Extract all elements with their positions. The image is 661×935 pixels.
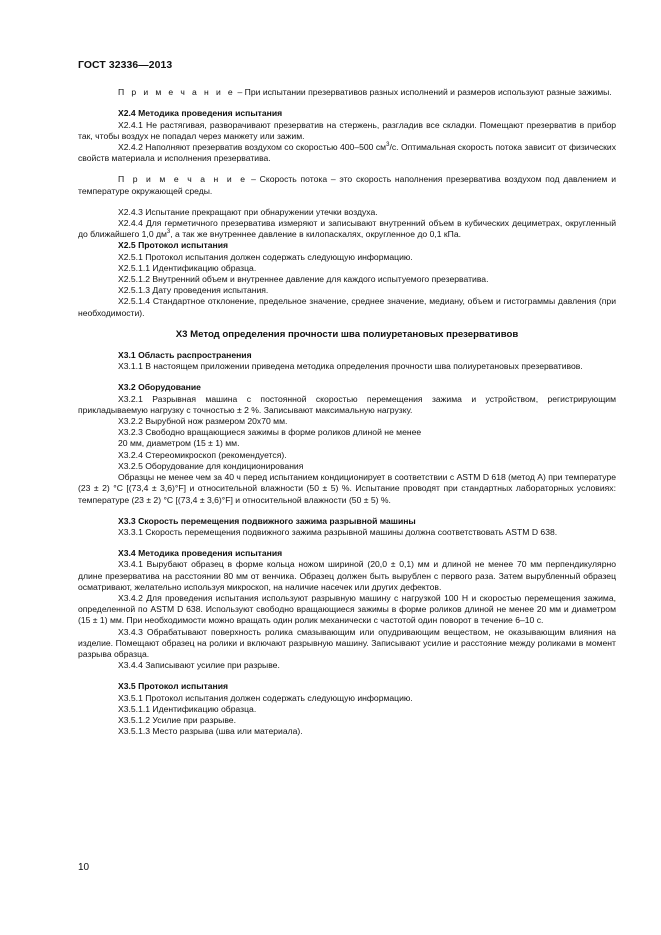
para-x244-sup: 3 <box>166 229 171 236</box>
para-x351: Х3.5.1 Протокол испытания должен содержать следующую информацию. <box>118 692 413 703</box>
para-x251: Х2.5.1 Протокол испытания должен содержать следующую информацию. <box>118 251 413 262</box>
para-x325: Х3.2.5 Оборудование для кондиционирования <box>118 460 304 471</box>
para-x241: Х2.4.1 Не растягивая, разворачивают презерватив на стержень, разгладив все складки. Помещают презерватив в прибор так, чтобы воздух не попадал через манжету или зажим. <box>78 119 616 141</box>
section-x32-title: Х3.2 Оборудование <box>118 382 201 393</box>
section-x33-title: Х3.3 Скорость перемещения подвижного зажима разрывной машины <box>118 515 416 526</box>
para-x341: Х3.4.1 Вырубают образец в форме кольца ножом шириной (20,0 ± 0,1) мм и длиной не менее 70 мм перпендикулярно длине презерватива на расстоянии 80 мм от венчика. Образец должен быть вырублен с первого раза. Затем вырубленный образец осматривают, желательно используя микроскоп, на наличие насечек или других дефектов. <box>78 559 616 592</box>
para-x323-line2: 20 мм, диаметром (15 ± 1) мм. <box>118 438 240 449</box>
section-x31-title: Х3.1 Область распространения <box>118 350 252 361</box>
para-x2512: Х2.5.1.2 Внутренний объем и внутреннее давление для каждого испытуемого презерватива. <box>118 274 489 285</box>
note-2 <box>78 174 616 196</box>
note-1 <box>78 87 616 98</box>
section-x35-title: Х3.5 Протокол испытания <box>118 681 229 692</box>
para-x342: Х3.4.2 Для проведения испытания используют разрывную машину с нагрузкой 100 Н и скоростью перемещения зажима, определенной по ASTM D 638. Используют свободно вращающиеся зажимы в форме роликов длиной не менее 20 мм и диаметром (15 ± 1) мм. При необходимости можно вращать один ролик механически с частотой один поворот в течение 6–10 с. <box>78 592 616 626</box>
section-x24-title: Х2.4 Методика проведения испытания <box>118 108 283 119</box>
para-x311: Х3.1.1 В настоящем приложении приведена методика определения прочности шва полиуретановых презервативов. <box>118 361 583 372</box>
para-x244-part-a: Х2.4.4 Для герметичного презерватива измеряют и записывают внутренний объем в кубических дециметрах, округленный до ближайшего 1,0 дм <box>78 218 616 240</box>
page-number: 10 <box>78 862 90 873</box>
para-x3513: Х3.5.1.3 Место разрыва (шва или материала). <box>118 726 303 737</box>
para-x2511: Х2.5.1.1 Идентификацию образца. <box>118 262 257 273</box>
para-x244-part-b: , а так же внутреннее давление в килопаскалях, округленное до 0,1 кПа. <box>170 229 462 240</box>
note-1-text: – При испытании презервативов разных исполнений и размеров используют разные зажимы. <box>235 87 612 98</box>
document-page <box>78 60 616 737</box>
appendix-x3-title: Х3 Метод определения прочности шва полиуретановых презервативов <box>175 328 519 340</box>
para-x321: Х3.2.1 Разрывная машина с постоянной скоростью перемещения зажима и устройством, регистрирующим прикладываемую нагрузку с точностью ± 2 %. Записывают максимальную нагрузку. <box>78 393 616 415</box>
para-x2514: Х2.5.1.4 Стандартное отклонение, предельное значение, среднее значение, медиану, объем и гистограммы давления (при необходимости). <box>78 296 616 318</box>
para-x344: Х3.4.4 Записывают усилие при разрыве. <box>118 660 280 671</box>
para-x242-sup: 3 <box>386 142 390 149</box>
para-x242 <box>78 142 616 164</box>
para-x32-samples: Образцы не менее чем за 40 ч перед испытанием кондиционирует в соответствии с ASTM D 618 (метод А) при температуре (23 ± 2) °С [(73,4 ± 3,6)°F] и относительной влажности (50 ± 5) %. Испытание проводят при стандартных лабораторных условиях: температуре (23 ± 2) °С [(73,4 ± 3,6)°F] и относительной влажности (50 ± 5) %. <box>78 472 616 505</box>
para-x243: Х2.4.3 Испытание прекращают при обнаружении утечки воздуха. <box>118 206 378 217</box>
para-x3512: Х3.5.1.2 Усилие при разрыве. <box>118 714 236 725</box>
note-2-label: П р и м е ч а н и е <box>118 174 248 185</box>
note-1-label: П р и м е ч а н и е <box>118 87 236 98</box>
para-x3511: Х3.5.1.1 Идентификацию образца. <box>118 703 257 714</box>
para-x343: Х3.4.3 Обрабатывают поверхность ролика смазывающим или опудривающим веществом, не оказывающим влияния на изделие. Помещают образец на ролики и включают разрывную машину. Записывают усилие и расстояние между роликами в момент разрыва образца. <box>78 626 616 659</box>
para-x244 <box>78 218 616 240</box>
section-x34-title: Х3.4 Методика проведения испытания <box>118 548 283 559</box>
document-header: ГОСТ 32336—2013 <box>78 60 173 71</box>
section-x25-title: Х2.5 Протокол испытания <box>118 240 229 251</box>
para-x242-part-a: Х2.4.2 Наполняют презерватив воздухом со скоростью 400–500 см <box>118 142 387 153</box>
para-x322: Х3.2.2 Вырубной нож размером 20х70 мм. <box>118 416 288 427</box>
para-x242-part-b: /с. Оптимальная скорость потока зависит от физических свойств материала и исполнения презерватива. <box>78 142 617 164</box>
para-x331: Х3.3.1 Скорость перемещения подвижного зажима разрывной машины должна соответствовать ASTM D 638. <box>118 526 558 537</box>
para-x2513: Х2.5.1.3 Дату проведения испытания. <box>118 285 269 296</box>
para-x323-line1: Х3.2.3 Свободно вращающиеся зажимы в форме роликов длиной не менее <box>118 427 422 438</box>
note-2-text: – Скорость потока – это скорость наполнения презерватива воздухом под давлением и температуре окружающей среды. <box>78 174 616 196</box>
para-x324: Х3.2.4 Стереомикроскоп (рекомендуется). <box>118 449 287 460</box>
